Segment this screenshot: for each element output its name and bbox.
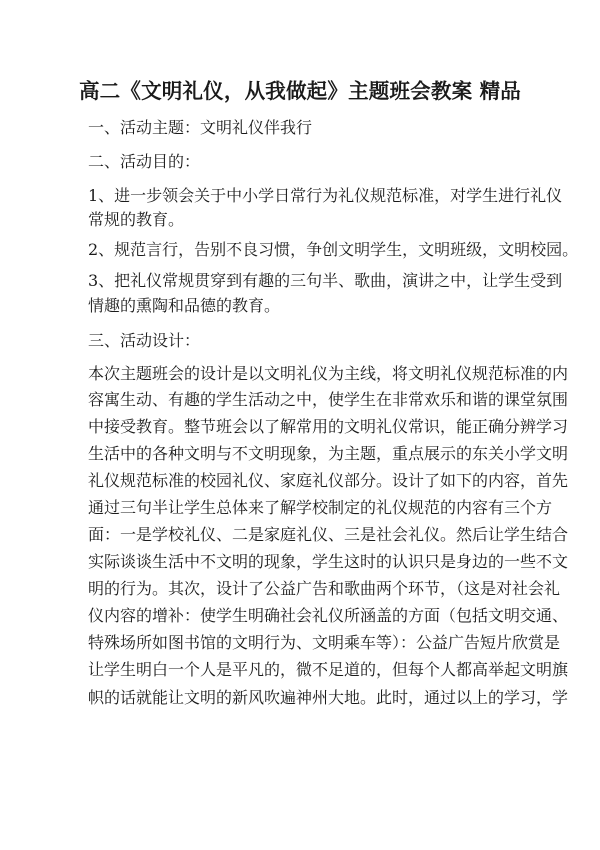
paragraph-line: 仪内容的增补：使学生明确社会礼仪所涵盖的方面（包括文明交通、 [88, 606, 569, 625]
paragraph-line: 容寓生动、有趣的学生活动之中，使学生在非常欢乐和谐的课堂氛围 [88, 390, 569, 409]
paragraph-line: 礼仪规范标准的校园礼仪、家庭礼仪部分。设计了如下的内容，首先 [88, 471, 569, 490]
paragraph-line: 生活中的各种文明与不文明现象，为主题，重点展示的东关小学文明 [88, 444, 569, 463]
paragraph-line: 中接受教育。整节班会以了解常用的文明礼仪常识，能正确分辨学习 [88, 417, 569, 436]
section-heading-design: 三、活动设计： [88, 331, 201, 350]
paragraph-line: 让学生明白一个人是平凡的，微不足道的，但每个人都高举起文明旗 [88, 660, 569, 679]
paragraph-line: 实际谈谈生活中不文明的现象，学生这时的认识只是身边的一些不文 [88, 552, 569, 571]
document-title: 高二《文明礼仪，从我做起》主题班会教案 精品 [78, 79, 522, 103]
paragraph-line: 通过三句半让学生总体来了解学校制定的礼仪规范的内容有三个方 [88, 498, 553, 517]
paragraph-line: 2、规范言行，告别不良习惯，争创文明学生，文明班级，文明校园。 [88, 240, 579, 259]
paragraph-line: 1、进一步领会关于中小学日常行为礼仪规范标准，对学生进行礼仪 [88, 186, 563, 205]
paragraph-line: 面：一是学校礼仪、二是家庭礼仪、三是社会礼仪。然后让学生结合 [88, 525, 569, 544]
section-heading-theme: 一、活动主题：文明礼仪伴我行 [88, 118, 313, 137]
paragraph-line: 常规的教育。 [88, 210, 185, 229]
paragraph-line: 明的行为。其次，设计了公益广告和歌曲两个环节，（这是对社会礼 [88, 579, 561, 598]
paragraph-line: 帜的话就能让文明的新风吹遍神州大地。此时，通过以上的学习，学 [88, 688, 569, 707]
paragraph-line: 特殊场所如图书馆的文明行为、文明乘车等）：公益广告短片欣赏是 [88, 633, 561, 652]
paragraph-line: 本次主题班会的设计是以文明礼仪为主线，将文明礼仪规范标准的内 [88, 364, 569, 383]
paragraph-line: 情趣的熏陶和品德的教育。 [88, 296, 281, 315]
section-heading-purpose: 二、活动目的： [88, 152, 201, 171]
paragraph-line: 3、把礼仪常规贯穿到有趣的三句半、歌曲，演讲之中，让学生受到 [88, 271, 563, 290]
